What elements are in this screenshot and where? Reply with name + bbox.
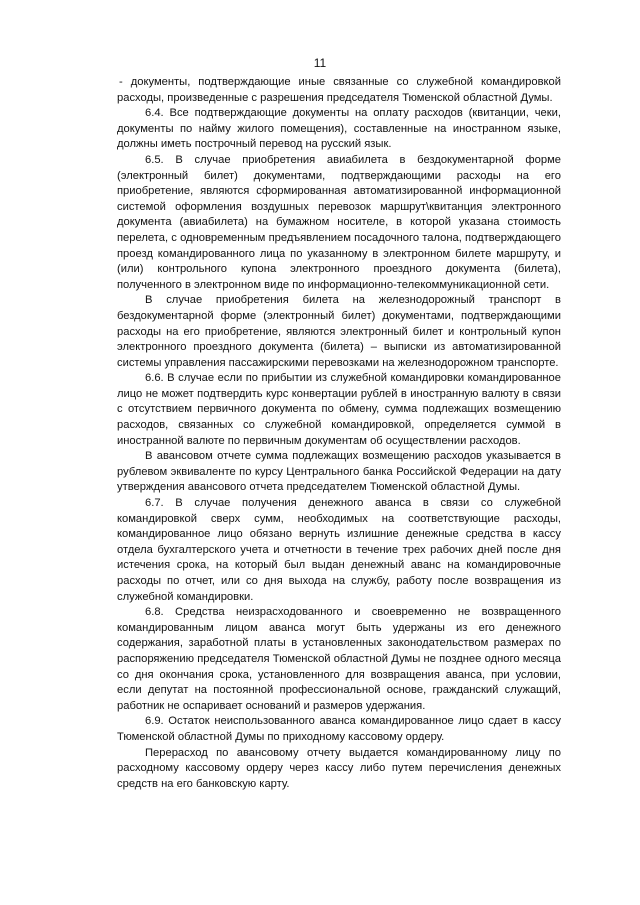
- paragraph-6-6: 6.6. В случае если по прибытии из служебной командировки командированное лицо не может подтвердить курс конвертации рублей в иностранную валюту в связи с отсутствием первичного документа по обмену, сумма подлежащих возмещению расходов, связанных со служебной командировкой, определяется суммой в иностранной валюте по первичным документам об осуществлении расходов.: [117, 372, 561, 447]
- paragraph-6-4: 6.4. Все подтверждающие документы на оплату расходов (квитанции, чеки, документы по найму жилого помещения), составленные на иностранном языке, должны иметь построчный перевод на русский язык.: [117, 107, 561, 151]
- paragraph-advance-report: В авансовом отчете сумма подлежащих возмещению расходов указывается в рублевом эквиваленте по курсу Центрального банка Российской Федерации на дату утверждения авансового отчета председателем Тюменской областной Думы.: [117, 450, 561, 494]
- page-number: 11: [313, 56, 327, 70]
- paragraph-6-7: 6.7. В случае получения денежного аванса в связи со служебной командировкой сверх сумм, необходимых на соответствующие расходы, командированное лицо обязано вернуть излишние денежные средства в кассу отдела бухгалтерского учета и отчетности в течение трех рабочих дней после дня истечения срока, на который был выдан денежный аванс на командировочные расходы по отчет, или со дня выхода на службу, работу после возвращения из служебной командировки.: [117, 497, 561, 603]
- paragraph-railway-ticket: В случае приобретения билета на железнодорожный транспорт в бездокументарной форме (электронный билет) документами, подтверждающими расходы на его приобретение, являются электронный билет и контрольный купон электронного проездного документа (билета) – выписки из автоматизированной системы управления пассажирскими перевозками на железнодорожном транспорте.: [117, 294, 561, 369]
- paragraph-6-8: 6.8. Средства неизрасходованного и своевременно не возвращенного командированным лицом аванса могут быть удержаны из его денежного содержания, заработной платы в установленных законодательством размерах по распоряжению председателя Тюменской областной Думы не позднее одного месяца со дня окончания срока, установленного для возвращения аванса, при условии, если депутат на постоянной профессиональной основе, гражданский служащий, работник не оспаривает оснований и размеров удержания.: [117, 606, 561, 712]
- paragraph-6-5: 6.5. В случае приобретения авиабилета в бездокументарной форме (электронный билет) документами, подтверждающими расходы на его приобретение, являются сформированная автоматизированной информационной системой оформления воздушных перевозок маршрут\квитанция электронного документа (авиабилета) на бумажном носителе, в которой указана стоимость перелета, с одновременным предъявлением посадочного талона, подтверждающего проезд командированного лица по указанному в электронном билете маршруту, и (или) контрольного купона электронного проездного документа (билета), полученного в электронном виде по информационно-телекоммуникационной сети.: [117, 153, 561, 291]
- document-body: [117, 75, 561, 792]
- paragraph-other-documents: - документы, подтверждающие иные связанные со служебной командировкой расходы, произведенные с разрешения председателя Тюменской областной Думы.: [117, 76, 561, 104]
- paragraph-6-9: 6.9. Остаток неиспользованного аванса командированное лицо сдает в кассу Тюменской областной Думы по приходному кассовому ордеру.: [117, 715, 561, 743]
- paragraph-overspend: Перерасход по авансовому отчету выдается командированному лицу по расходному кассовому ордеру через кассу либо путем перечисления денежных средств на его банковскую карту.: [117, 746, 561, 790]
